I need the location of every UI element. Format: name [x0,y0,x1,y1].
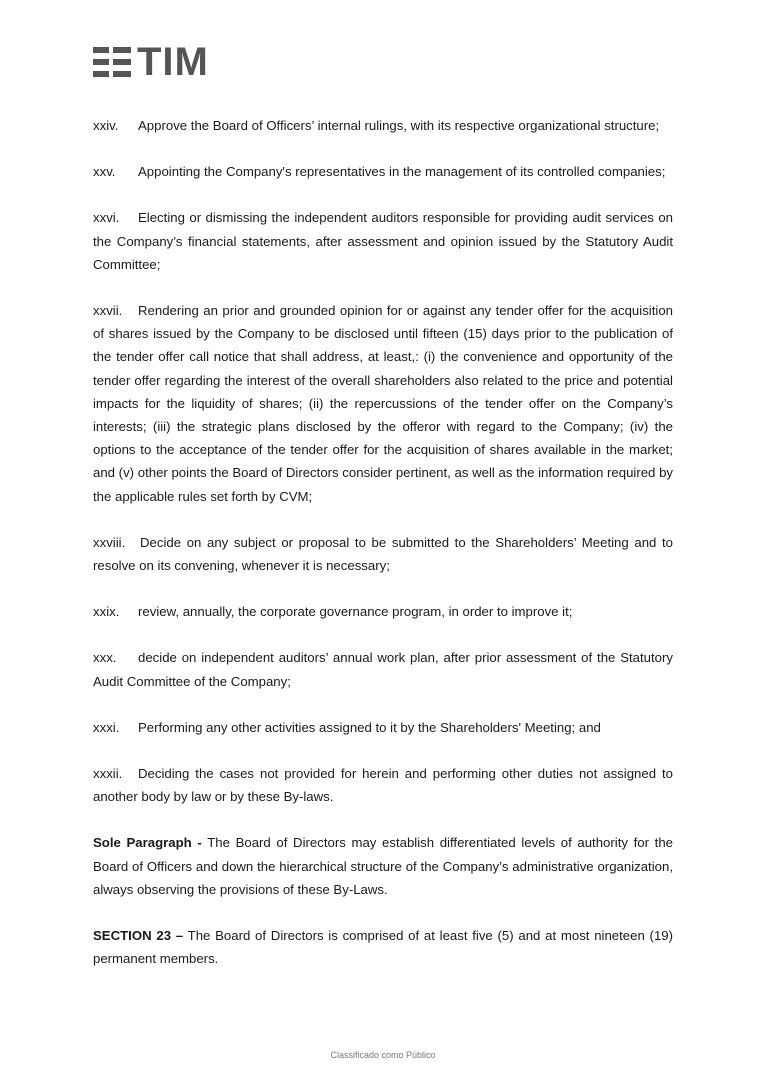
item-text: Appointing the Company's representatives in the management of its controlled companies; [138,164,666,180]
item-number: xxix. [93,604,120,620]
list-item-xxxii [93,762,673,808]
item-text: review, annually, the corporate governance program, in order to improve it; [138,604,573,620]
sole-paragraph [93,831,673,901]
item-text: Approve the Board of Officers’ internal rulings, with its respective organizational structure; [138,118,660,133]
item-text: Performing any other activities assigned to it by the Shareholders' Meeting; and [138,719,601,735]
sole-paragraph-label: Sole Paragraph - [93,835,202,851]
item-text: decide on independent auditors’ annual work plan, after prior assessment of the Statutory Audit Committee of the Company; [93,650,673,689]
item-text: Decide on any subject or proposal to be submitted to the Shareholders’ Meeting and to resolve on its convening, whenever it is necessary; [93,534,673,574]
list-item-xxv [93,160,673,183]
item-text: Electing or dismissing the independent auditors responsible for providing audit services on the Company’s financial statements, after assessment and opinion issued by the Statutory Audit Committee; [93,210,673,272]
section-23 [93,924,673,970]
list-item-xxx [93,646,673,692]
item-number: xxvi. [93,210,120,226]
item-number: xxv. [93,164,116,180]
item-number: xxvii. [93,303,123,319]
company-logo [93,40,209,84]
section-23-label: SECTION 23 – [93,928,184,944]
item-number: xxiv. [93,118,119,133]
classification-footer: Classificado como Público [330,1050,436,1060]
item-number: xxviii. [93,534,126,550]
list-item-xxix [93,600,673,623]
item-text: Deciding the cases not provided for herein and performing other duties not assigned to another body by law or by these By-laws. [93,766,673,805]
list-item-xxvii [93,299,673,508]
list-item-xxxi [93,716,673,739]
section-23-text: The Board of Directors is comprised of at least five (5) and at most nineteen (19) permanent members. [93,928,674,967]
item-number: xxxi. [93,719,120,735]
document-body [93,114,673,993]
item-number: xxx. [93,650,117,666]
item-number: xxxii. [93,766,123,782]
list-item-xxiv [93,114,673,137]
item-text: Rendering an prior and grounded opinion for or against any tender offer for the acquisition of shares issued by the Company to be disclosed until fifteen (15) days prior to the publication of the tender offer call notice that shall address, at least,: (i) the convenience and opportunity of the tender offer regarding the interest of the overall shareholders also related to the price and potential impacts for the liquidity of shares; (ii) the repercussions of the tender offer on the Company’s interests; (iii) the strategic plans disclosed by the offeror with regard to the Company; (iv) the options to the acceptance of the tender offer for the acquisition of shares available in the market; and (v) other points the Board of Directors consider pertinent, as well as the information required by the applicable rules set forth by CVM; [93,303,673,504]
sole-paragraph-text: The Board of Directors may establish differentiated levels of authority for the Board of Officers and down the hierarchical structure of the Company’s administrative organization, always observing the provisions of these By-Laws. [93,835,673,897]
logo-text: TIM [137,40,209,84]
list-item-xxviii [93,531,673,577]
logo-bars-icon [93,47,131,77]
list-item-xxvi [93,206,673,276]
